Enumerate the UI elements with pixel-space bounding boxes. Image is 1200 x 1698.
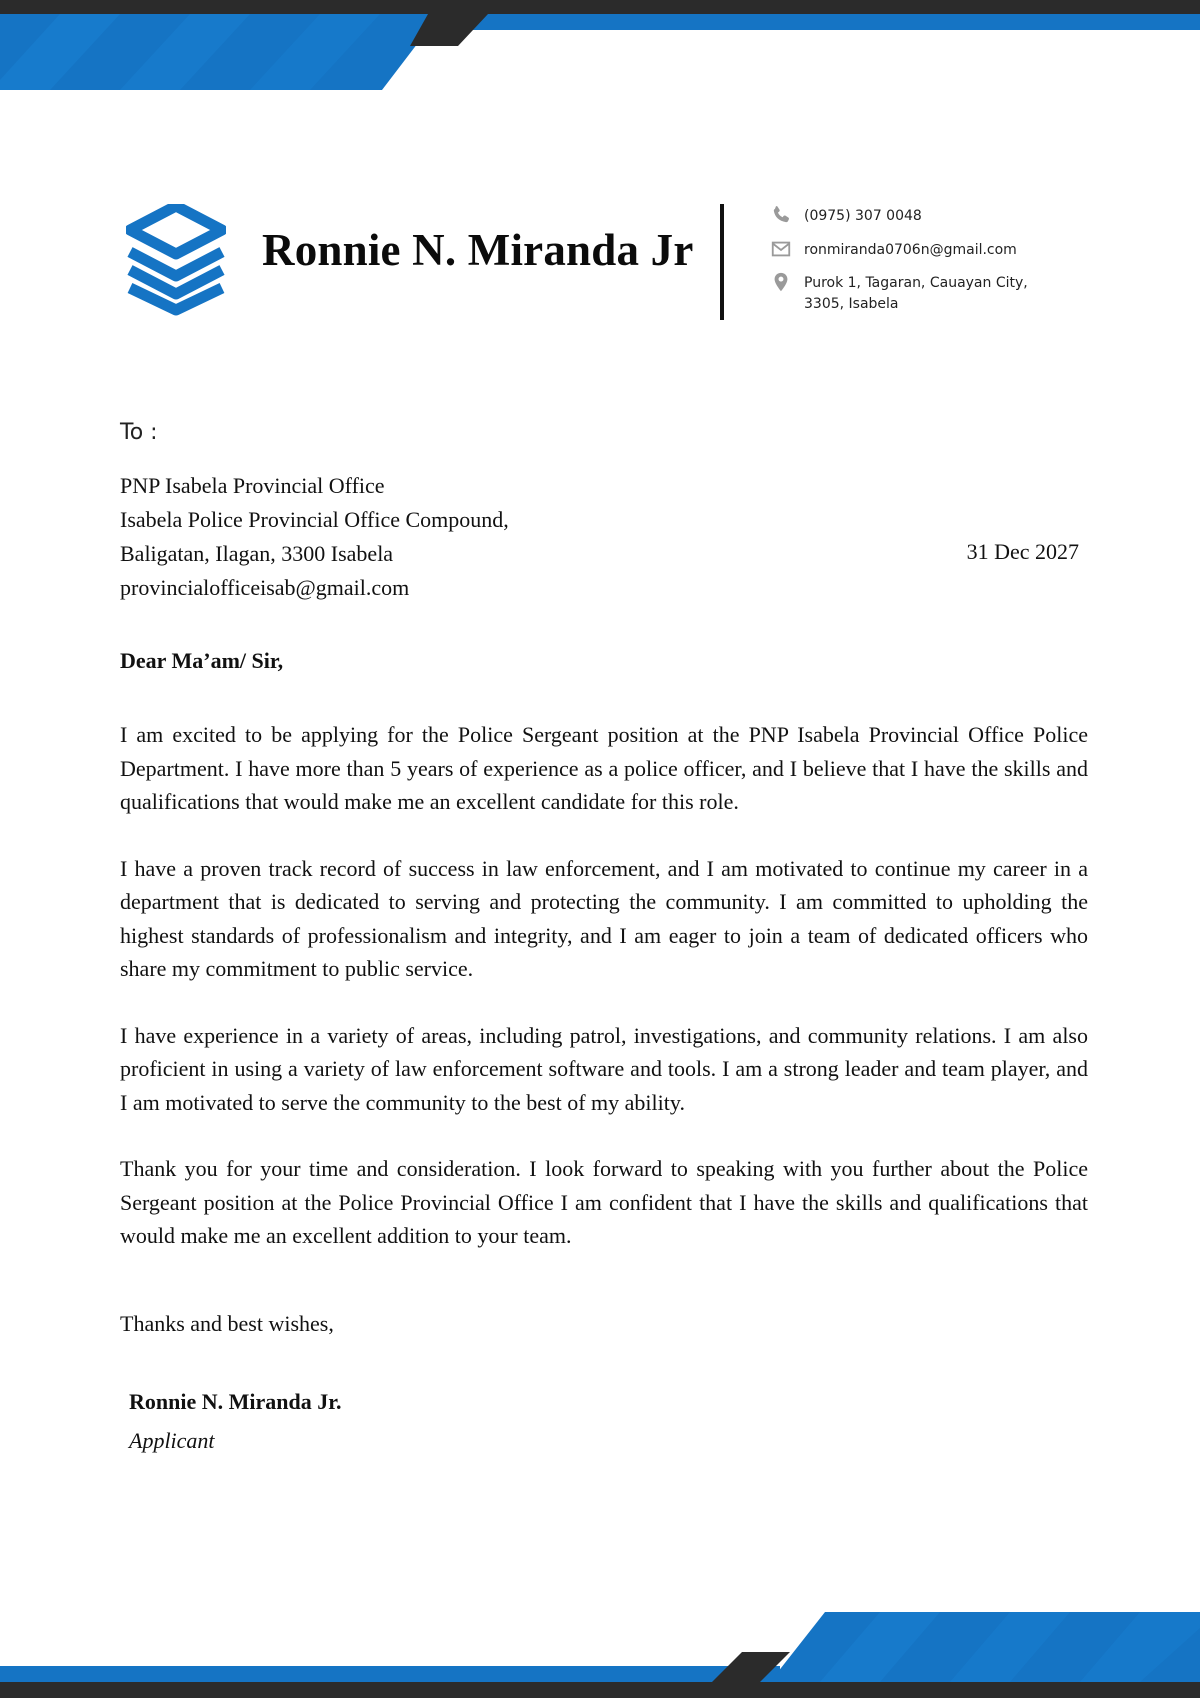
to-label: To :: [120, 420, 158, 445]
signature-name: Ronnie N. Miranda Jr.: [129, 1389, 342, 1414]
applicant-name-heading: Ronnie N. Miranda Jr: [262, 225, 694, 275]
recipient-email: provincialofficeisab@gmail.com: [120, 575, 410, 600]
body-paragraph: Thank you for your time and consideration. I look forward to speaking with you further about the Police Sergeant position at the Police Provincial Office I am confident that I have the skills and qualifications that would make me an excellent addition to your team.: [120, 1156, 1088, 1248]
email-text: ronmiranda0706n@gmail.com: [804, 242, 1017, 258]
bottom-decorative-band: [0, 1598, 1200, 1698]
location-pin-icon: [770, 271, 792, 293]
salutation: Dear Ma’am/ Sir,: [120, 648, 284, 673]
body-paragraph: I have experience in a variety of areas, including patrol, investigations, and community relations. I am also proficient in using a variety of law enforcement software and tools. I am a strong leader and team player, and I am motivated to serve the community to the best of my ability.: [120, 1022, 1088, 1115]
address-text: Purok 1, Tagaran, Cauayan City, 3305, Isabela: [804, 275, 1028, 312]
header-divider: [720, 204, 724, 320]
phone-icon: [770, 204, 792, 226]
letter-body: [120, 718, 1088, 1286]
phone-text: (0975) 307 0048: [804, 208, 922, 224]
recipient-block: [120, 469, 509, 605]
recipient-line: PNP Isabela Provincial Office: [120, 473, 385, 498]
recipient-line: Baligatan, Ilagan, 3300 Isabela: [120, 541, 394, 566]
letter-date: 31 Dec 2027: [966, 539, 1079, 564]
body-paragraph: I am excited to be applying for the Police Sergeant position at the PNP Isabela Provincial Office Police Department. I have more than 5 years of experience as a police officer, and I believe that I have the skills and qualifications that would make me an excellent candidate for this role.: [120, 722, 1088, 814]
closing-line: Thanks and best wishes,: [120, 1311, 334, 1336]
recipient-line: Isabela Police Provincial Office Compound,: [120, 507, 509, 532]
signature-title: Applicant: [129, 1428, 215, 1453]
mail-icon: [770, 238, 792, 260]
logo-stack-icon: [126, 204, 226, 316]
top-decorative-band: [0, 0, 1200, 100]
body-paragraph: I have a proven track record of success in law enforcement, and I am motivated to continue my career in a department that is dedicated to serving and protecting the community. I am committed to upholding the highest standards of professionalism and integrity, and I am eager to join a team of dedicated officers who share my commitment to public service.: [120, 855, 1088, 981]
